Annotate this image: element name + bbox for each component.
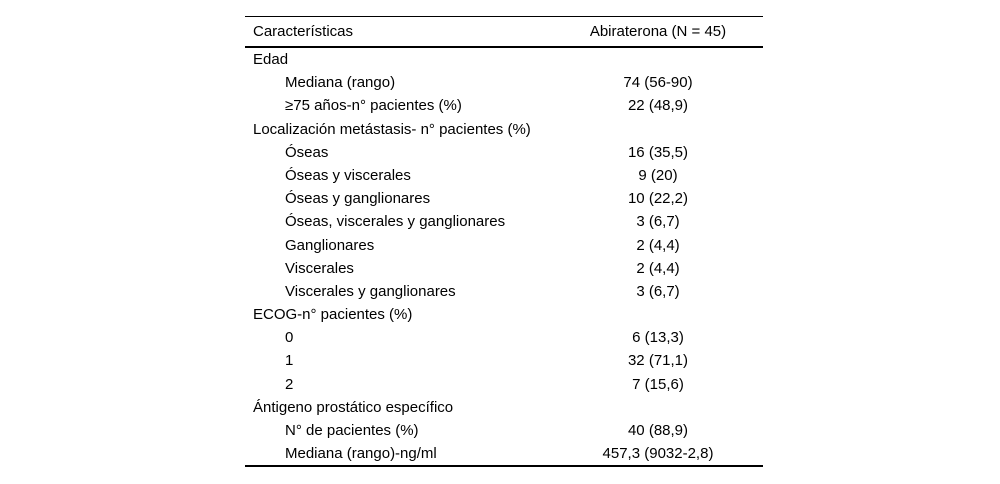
header-abiraterona-n45: Abiraterona (N = 45)	[589, 23, 727, 40]
row-value: 10 (22,2)	[627, 190, 689, 208]
table-row	[245, 326, 763, 349]
row-label: 2	[285, 375, 294, 393]
table-row	[245, 419, 763, 442]
row-value: 74 (56-90)	[623, 74, 693, 92]
row-label: 1	[285, 352, 294, 370]
row-label: Ganglionares	[285, 236, 375, 254]
table-row	[245, 234, 763, 257]
row-value: 32 (71,1)	[627, 352, 689, 370]
row-label: Viscerales	[285, 259, 354, 277]
table-row	[245, 349, 763, 372]
row-value: 40 (88,9)	[627, 422, 689, 439]
row-label: ECOG-n° pacientes (%)	[253, 306, 413, 324]
row-label: Ántigeno prostático específico	[253, 398, 454, 416]
table-row	[245, 187, 763, 210]
table-row	[245, 442, 763, 465]
row-value: 6 (13,3)	[632, 329, 684, 347]
row-label: Edad	[253, 51, 289, 68]
row-value: 16 (35,5)	[627, 143, 689, 161]
row-label: ≥75 años-n° pacientes (%)	[285, 97, 462, 115]
row-value: 7 (15,6)	[632, 375, 684, 393]
row-value: 3 (6,7)	[636, 213, 680, 231]
row-label: N° de pacientes (%)	[285, 422, 419, 439]
row-label: 0	[285, 329, 294, 347]
table-row	[245, 164, 763, 187]
table-row	[245, 141, 763, 164]
row-label: Óseas y ganglionares	[285, 190, 431, 208]
characteristics-table	[245, 16, 763, 467]
row-value: 2 (4,4)	[636, 259, 680, 277]
row-label: Viscerales y ganglionares	[285, 282, 456, 300]
row-label: Mediana (rango)-ng/ml	[285, 445, 437, 463]
table-row	[245, 118, 763, 141]
row-label: Óseas, viscerales y ganglionares	[285, 213, 506, 231]
header-characteristics: Características	[253, 23, 354, 40]
table-row	[245, 48, 763, 71]
row-value: 2 (4,4)	[636, 236, 680, 254]
table-row	[245, 257, 763, 280]
table-row	[245, 303, 763, 326]
row-label: Mediana (rango)	[285, 74, 396, 92]
row-value: 3 (6,7)	[636, 282, 680, 300]
row-value: 9 (20)	[638, 166, 678, 184]
row-label: Óseas	[285, 143, 329, 161]
table-row	[245, 373, 763, 396]
row-value: 22 (48,9)	[627, 97, 689, 115]
table-row	[245, 210, 763, 233]
table-row	[245, 280, 763, 303]
table-header-row	[245, 17, 763, 48]
row-label: Óseas y viscerales	[285, 166, 411, 184]
row-label: Localización metástasis- n° pacientes (%)	[253, 120, 531, 138]
table-row	[245, 71, 763, 94]
table-body	[245, 48, 763, 467]
table-row	[245, 396, 763, 419]
row-value: 457,3 (9032-2,8)	[602, 445, 714, 463]
table-row	[245, 94, 763, 117]
